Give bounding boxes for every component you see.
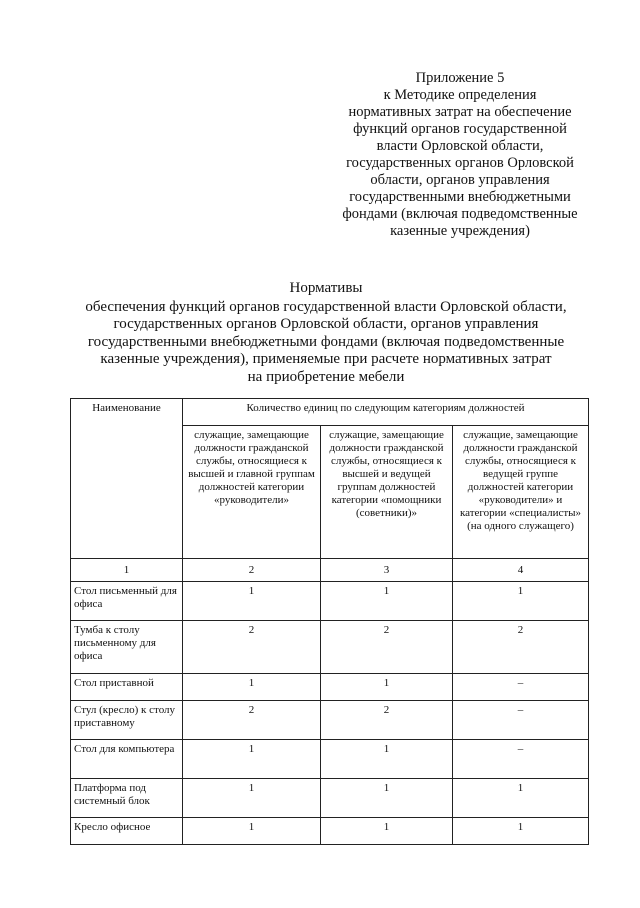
appendix-line: государственными внебюджетными [349,189,571,205]
table-row [71,818,589,845]
appendix-line: власти Орловской области, [376,138,544,154]
column-number: 2 [183,559,321,582]
row-value: 1 [183,582,321,621]
table-row [71,674,589,701]
appendix-line: фондами (включая подведомственные [342,206,578,222]
row-name: Кресло офисное [71,818,183,845]
row-value: 1 [321,582,453,621]
table-row [71,740,589,779]
row-value: 2 [183,701,321,740]
row-value: 1 [453,779,589,818]
row-value: 1 [183,674,321,701]
title-main: Нормативы [289,280,363,296]
row-value: 1 [453,818,589,845]
appendix-line: области, органов управления [370,172,550,188]
title-line: на приобретение мебели [247,368,405,385]
row-name: Стол письменный для офиса [71,582,183,621]
column-number: 3 [321,559,453,582]
row-value: 1 [321,674,453,701]
subheader-category-2: служащие, замещающие должности гражданской службы, относящиеся к высшей и ведущей группам должностей категории «помощники (советники)» [321,426,453,559]
title-line: государственных органов Орловской области, органов управления [113,316,539,333]
row-value: 1 [183,818,321,845]
appendix-line: функций органов государственной [353,121,567,137]
appendix-line: нормативных затрат на обеспечение [348,104,572,120]
header-name: Наименование [71,399,183,559]
row-value: – [453,701,589,740]
column-number: 4 [453,559,589,582]
table-row [71,779,589,818]
title-line: казенные учреждения), применяемые при расчете нормативных затрат [100,351,552,368]
row-name: Стул (кресло) к столу приставному [71,701,183,740]
appendix-line: к Методике определения [383,87,537,103]
appendix-line: Приложение 5 [415,70,505,86]
row-value: 1 [183,779,321,818]
column-number-row [71,559,589,582]
table-header-row [71,399,589,426]
appendix-heading [320,70,600,240]
row-value: 2 [453,621,589,674]
row-value: 2 [183,621,321,674]
furniture-norms-table [70,398,589,845]
row-value: – [453,740,589,779]
appendix-line: государственных органов Орловской [346,155,574,171]
row-name: Платформа под системный блок [71,779,183,818]
table-row [71,621,589,674]
row-value: 1 [183,740,321,779]
row-value: 2 [321,621,453,674]
document-title [70,280,582,387]
subheader-category-3: служащие, замещающие должности гражданской службы, относящиеся к ведущей группе должностей категории «руководители» и категории «специалисты» (на одного служащего) [453,426,589,559]
row-value: 1 [321,818,453,845]
appendix-line: казенные учреждения) [390,223,530,239]
column-number: 1 [71,559,183,582]
table-row [71,701,589,740]
row-value: 1 [321,779,453,818]
row-value: 1 [453,582,589,621]
title-line: государственными внебюджетными фондами (включая подведомственные [87,333,565,350]
row-name: Тумба к столу письменному для офиса [71,621,183,674]
row-value: 2 [321,701,453,740]
title-line: обеспечения функций органов государственной власти Орловской области, [85,298,567,315]
header-group: Количество единиц по следующим категориям должностей [183,399,589,426]
row-value: 1 [321,740,453,779]
row-name: Стол приставной [71,674,183,701]
row-value: – [453,674,589,701]
subheader-category-1: служащие, замещающие должности гражданской службы, относящиеся к высшей и главной группам должностей категории «руководители» [183,426,321,559]
row-name: Стол для компьютера [71,740,183,779]
table-row [71,582,589,621]
